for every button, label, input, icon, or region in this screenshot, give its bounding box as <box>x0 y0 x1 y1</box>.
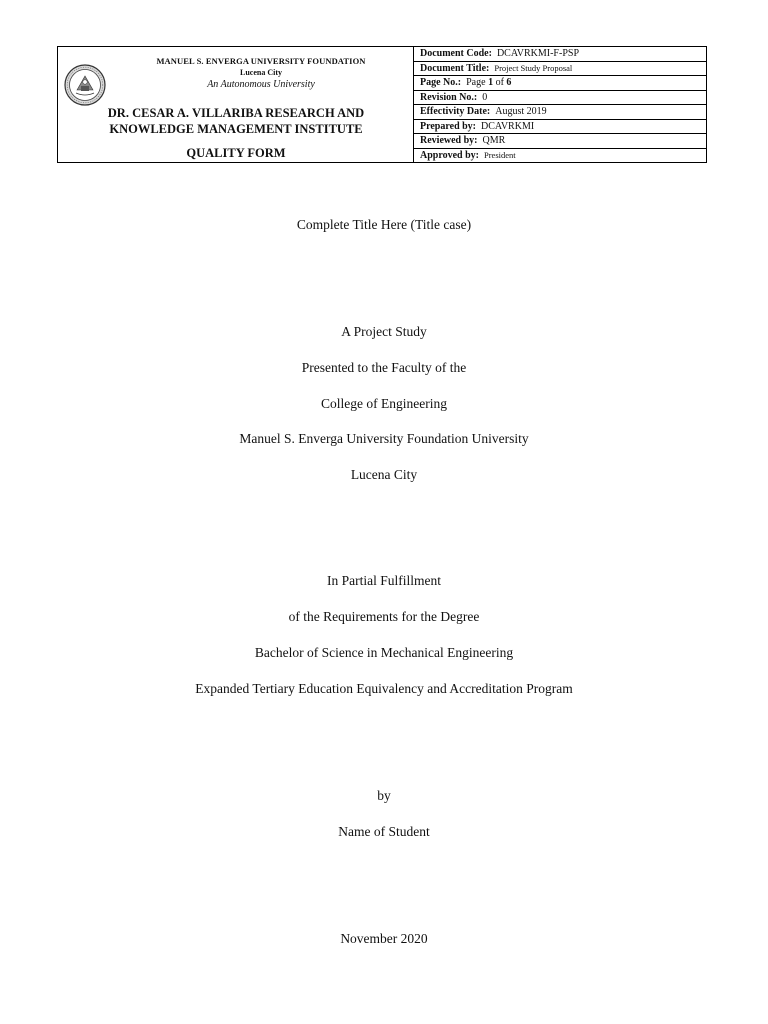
meta-row-effectivity-date <box>414 105 706 120</box>
meta-value: DCAVRKMI-F-PSP <box>496 48 580 60</box>
meta-value: 0 <box>482 91 488 103</box>
student-name: Name of Student <box>338 824 430 839</box>
submission-date: November 2020 <box>340 931 428 946</box>
meta-value: August 2019 <box>495 106 547 118</box>
meta-row-document-code <box>414 47 706 62</box>
meta-row-revision <box>414 91 706 106</box>
meta-label: Reviewed by: <box>420 135 478 147</box>
meta-label: Prepared by: <box>420 120 477 132</box>
college-name: College of Engineering <box>321 396 447 411</box>
meta-row-page-number <box>414 76 706 91</box>
institute-name <box>58 105 414 137</box>
meta-label: Effectivity Date: <box>420 106 491 118</box>
university-tagline: An Autonomous University <box>207 79 315 90</box>
meta-value: Project Study Proposal <box>494 63 573 74</box>
page-prefix: Page <box>466 77 486 89</box>
degree-name: Bachelor of Science in Mechanical Engineering <box>254 645 514 660</box>
meta-label: Page No.: <box>420 77 462 89</box>
meta-label: Revision No.: <box>420 91 478 103</box>
meta-value <box>466 77 511 88</box>
header-institution-cell <box>58 47 414 162</box>
presented-to: Presented to the Faculty of the <box>301 360 467 375</box>
document-header <box>57 46 707 163</box>
document-title: Complete Title Here (Title case) <box>296 217 472 232</box>
meta-value: QMR <box>482 135 506 147</box>
page-current: 1 <box>488 77 494 89</box>
page-of: of <box>495 77 504 89</box>
institute-name-line-1: DR. CESAR A. VILLARIBA RESEARCH AND <box>107 106 365 120</box>
meta-row-document-title <box>414 62 706 77</box>
program-name: Expanded Tertiary Education Equivalency and Accreditation Program <box>195 681 573 696</box>
university-full-name: Manuel S. Enverga University Foundation University <box>239 431 529 446</box>
page-total: 6 <box>506 77 512 89</box>
project-type: A Project Study <box>341 324 427 339</box>
university-city: Lucena City <box>240 68 282 77</box>
meta-row-reviewed-by <box>414 134 706 149</box>
meta-label: Approved by: <box>420 149 479 161</box>
meta-label: Document Title: <box>420 62 490 74</box>
by-line: by <box>377 788 391 803</box>
header-meta-cell <box>414 47 706 162</box>
meta-label: Document Code: <box>420 48 492 60</box>
requirements-line: of the Requirements for the Degree <box>288 609 480 624</box>
form-type-label: QUALITY FORM <box>186 146 286 160</box>
university-name: MANUEL S. ENVERGA UNIVERSITY FOUNDATION <box>156 56 366 66</box>
meta-value: DCAVRKMI <box>481 120 535 132</box>
institute-name-line-2: KNOWLEDGE MANAGEMENT INSTITUTE <box>109 122 363 136</box>
university-city-line: Lucena City <box>350 467 418 482</box>
partial-fulfillment: In Partial Fulfillment <box>327 573 441 588</box>
meta-row-approved-by <box>414 149 706 163</box>
meta-value: President <box>484 150 516 161</box>
university-seal-icon <box>64 64 106 106</box>
meta-row-prepared-by <box>414 120 706 135</box>
